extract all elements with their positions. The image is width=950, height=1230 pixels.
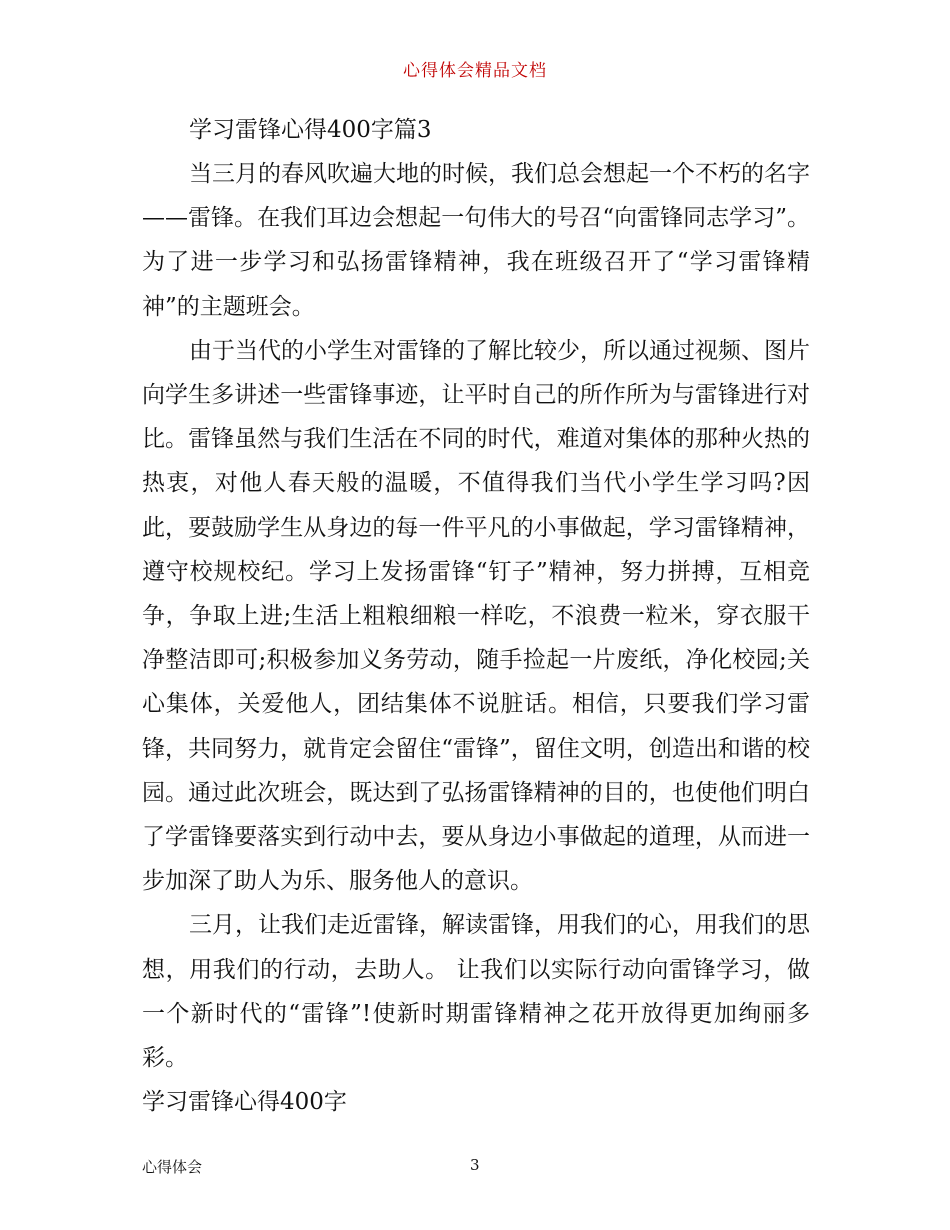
- paragraph-2: 由于当代的小学生对雷锋的了解比较少，所以通过视频、图片向学生多讲述一些雷锋事迹，让平时自己的所作所为与雷锋进行对比。雷锋虽然与我们生活在不同的时代，难道对集体的那种火热的热衷，对他人春天般的温暖，不值得我们当代小学生学习吗?因此，要鼓励学生从身边的每一件平凡的小事做起，学习雷锋精神，遵守校规校纪。学习上发扬雷锋“钉子”精神，努力拼搏，互相竞争，争取上进;生活上粗粮细粮一样吃，不浪费一粒米，穿衣服干净整洁即可;积极参加义务劳动，随手捡起一片废纸，净化校园;关心集体，关爱他人，团结集体不说脏话。相信，只要我们学习雷锋，共同努力，就肯定会留住“雷锋”，留住文明，创造出和谐的校园。通过此次班会，既达到了弘扬雷锋精神的目的，也使他们明白了学雷锋要落实到行动中去，要从身边小事做起的道理，从而进一步加深了助人为乐、服务他人的意识。: [142, 337, 810, 895]
- page-number: 3: [470, 1156, 480, 1174]
- footer-label: 心得体会: [142, 1158, 203, 1176]
- page-header: 心得体会精品文档: [403, 61, 547, 81]
- paragraph-3: 三月，让我们走近雷锋，解读雷锋，用我们的心，用我们的思想，用我们的行动，去助人。 让我们以实际行动向雷锋学习，做一个新时代的“雷锋”!使新时期雷锋精神之花开放得更加绚丽多彩。: [142, 912, 810, 1072]
- document-body: [142, 108, 810, 1124]
- article-title: 学习雷锋心得400字篇3: [189, 117, 432, 143]
- paragraph-1: 当三月的春风吹遍大地的时候，我们总会想起一个不朽的名字——雷锋。在我们耳边会想起一句伟大的号召“向雷锋同志学习”。为了进一步学习和弘扬雷锋精神，我在班级召开了“学习雷锋精神”的主题班会。: [142, 161, 810, 320]
- next-article-title: 学习雷锋心得400字: [142, 1089, 347, 1116]
